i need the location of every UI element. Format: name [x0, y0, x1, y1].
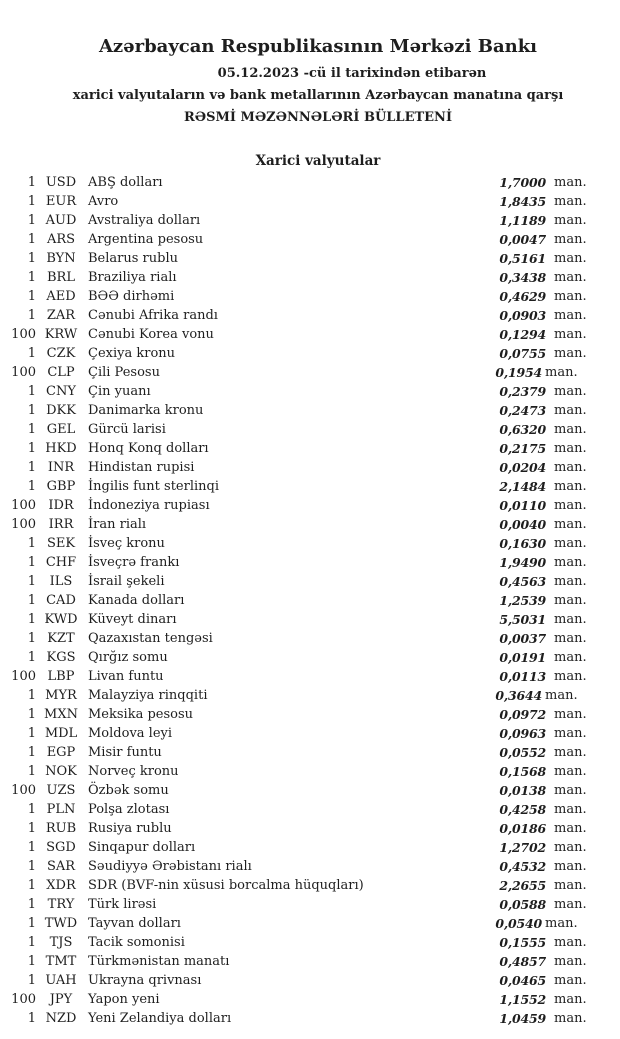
rate-value: 0,3438 [499, 270, 546, 285]
rate-value: 0,0903 [499, 308, 546, 323]
currency-code: TMT [45, 954, 77, 969]
currency-code: LBP [47, 669, 75, 684]
currency-code: AED [46, 289, 76, 304]
rate-value: 0,1954 [495, 365, 542, 380]
unit-label: man. [554, 441, 587, 456]
currency-code: IDR [48, 498, 74, 513]
rate-value: 0,0113 [499, 669, 546, 684]
quantity: 1 [27, 954, 36, 969]
rate-value: 0,1555 [499, 935, 546, 950]
currency-code: BYN [46, 251, 76, 266]
quantity: 1 [27, 631, 36, 646]
currency-code: TRY [47, 897, 75, 912]
rate-value: 0,0186 [499, 821, 546, 836]
quantity: 1 [27, 441, 36, 456]
table-row [0, 420, 592, 439]
rate-value: 0,0540 [495, 916, 542, 931]
currency-code: EGP [46, 745, 76, 760]
currency-code: KRW [44, 327, 78, 342]
unit-label: man. [554, 650, 587, 665]
currency-name: Tayvan dolları [88, 916, 181, 931]
table-row [0, 572, 592, 591]
rate-value: 2,2655 [499, 878, 546, 893]
currency-name: Avro [88, 194, 119, 209]
table-row [0, 1009, 592, 1028]
table-row [0, 990, 592, 1009]
currency-name: Türk lirəsi [88, 897, 157, 912]
rate-value: 0,0204 [499, 460, 546, 475]
quantity: 1 [27, 346, 36, 361]
unit-label: man. [554, 403, 587, 418]
unit-label: man. [554, 251, 587, 266]
rate-value: 0,0047 [499, 232, 546, 247]
currency-code: INR [47, 460, 75, 475]
unit-label: man. [554, 498, 587, 513]
currency-code: CHF [45, 555, 77, 570]
unit-label: man. [545, 688, 578, 703]
rate-value: 1,1189 [499, 213, 546, 228]
unit-label: man. [554, 574, 587, 589]
rate-value: 0,4563 [499, 574, 546, 589]
unit-label: man. [554, 612, 587, 627]
quantity: 100 [11, 365, 36, 380]
currency-name: Gürcü larisi [88, 422, 166, 437]
unit-label: man. [554, 764, 587, 779]
table-row [0, 724, 592, 743]
rate-value: 0,0755 [499, 346, 546, 361]
effective-date-line: 05.12.2023 -cü il tarixindən etibarən [217, 66, 487, 81]
unit-label: man. [554, 707, 587, 722]
quantity: 1 [27, 650, 36, 665]
unit-label: man. [554, 821, 587, 836]
table-row [0, 914, 592, 933]
quantity: 100 [11, 517, 36, 532]
rate-value: 5,5031 [499, 612, 546, 627]
quantity: 1 [27, 555, 36, 570]
quantity: 1 [27, 612, 36, 627]
quantity: 100 [11, 992, 36, 1007]
table-row [0, 971, 592, 990]
quantity: 1 [27, 916, 36, 931]
table-row [0, 705, 592, 724]
quantity: 1 [27, 897, 36, 912]
table-row [0, 933, 592, 952]
currency-code: ZAR [46, 308, 76, 323]
quantity: 1 [27, 270, 36, 285]
currency-name: Belarus rublu [88, 251, 178, 266]
table-row [0, 344, 592, 363]
bank-name-title: Azərbaycan Respublikasının Mərkəzi Bankı [98, 36, 538, 57]
table-row [0, 306, 592, 325]
currency-name: Türkmənistan manatı [88, 954, 230, 969]
table-row [0, 838, 592, 857]
quantity: 100 [11, 498, 36, 513]
currency-code: SEK [46, 536, 76, 551]
rate-value: 1,7000 [499, 175, 546, 190]
quantity: 1 [27, 232, 36, 247]
currency-name: Səudiyyə Ərəbistanı rialı [88, 859, 252, 874]
section-title: Xarici valyutalar [255, 153, 381, 169]
unit-label: man. [554, 878, 587, 893]
currency-name: Malayziya rinqqiti [88, 688, 208, 703]
currency-name: Küveyt dinarı [88, 612, 177, 627]
currency-name: Norveç kronu [88, 764, 179, 779]
currency-code: GEL [46, 422, 76, 437]
currency-code: CZK [46, 346, 76, 361]
rate-value: 1,2539 [499, 593, 546, 608]
quantity: 1 [27, 802, 36, 817]
currency-name: Honq Konq dolları [88, 441, 209, 456]
currency-name: Braziliya rialı [88, 270, 177, 285]
unit-label: man. [554, 954, 587, 969]
table-row [0, 591, 592, 610]
currency-code: TWD [44, 916, 78, 931]
currency-name: Hindistan rupisi [88, 460, 195, 475]
unit-label: man. [554, 840, 587, 855]
quantity: 1 [27, 460, 36, 475]
currency-name: İran rialı [88, 517, 147, 532]
table-row [0, 211, 592, 230]
currency-name: Cənubi Afrika randı [88, 308, 218, 323]
currency-name: İndoneziya rupiası [88, 498, 210, 513]
rate-value: 0,6320 [499, 422, 546, 437]
currency-name: Yapon yeni [88, 992, 160, 1007]
currency-name: Sinqapur dolları [88, 840, 196, 855]
table-row [0, 230, 592, 249]
currency-code: KGS [46, 650, 76, 665]
currency-name: Özbək somu [88, 783, 169, 798]
table-row [0, 363, 592, 382]
table-row [0, 857, 592, 876]
unit-label: man. [554, 308, 587, 323]
rate-value: 0,0465 [499, 973, 546, 988]
unit-label: man. [554, 593, 587, 608]
currency-code: USD [45, 175, 77, 190]
currency-code: NZD [45, 1011, 77, 1026]
currency-name: Cənubi Korea vonu [88, 327, 214, 342]
currency-code: PLN [46, 802, 76, 817]
currency-name: Polşa zlotası [88, 802, 170, 817]
rate-value: 1,8435 [499, 194, 546, 209]
rate-value: 0,4258 [499, 802, 546, 817]
unit-label: man. [554, 631, 587, 646]
rate-value: 1,0459 [499, 1011, 546, 1026]
unit-label: man. [554, 422, 587, 437]
quantity: 1 [27, 479, 36, 494]
table-row [0, 173, 592, 192]
quantity: 1 [27, 289, 36, 304]
quantity: 1 [27, 840, 36, 855]
rate-value: 0,0972 [499, 707, 546, 722]
table-row [0, 249, 592, 268]
currency-name: Yeni Zelandiya dolları [88, 1011, 232, 1026]
currency-name: Misir funtu [88, 745, 162, 760]
rate-value: 0,1568 [499, 764, 546, 779]
currency-code: HKD [45, 441, 77, 456]
currency-code: JPY [49, 992, 73, 1007]
quantity: 1 [27, 859, 36, 874]
currency-name: Moldova leyi [88, 726, 173, 741]
quantity: 1 [27, 935, 36, 950]
currency-code: UZS [46, 783, 76, 798]
table-row [0, 477, 592, 496]
table-row [0, 515, 592, 534]
table-row [0, 800, 592, 819]
table-row [0, 648, 592, 667]
quantity: 1 [27, 175, 36, 190]
quantity: 1 [27, 764, 36, 779]
table-row [0, 268, 592, 287]
rate-value: 0,1630 [499, 536, 546, 551]
rate-value: 0,4532 [499, 859, 546, 874]
rate-value: 0,0191 [499, 650, 546, 665]
currency-name: Qazaxıstan tengəsi [88, 631, 213, 646]
table-row [0, 610, 592, 629]
rate-value: 0,0040 [499, 517, 546, 532]
rate-value: 0,2175 [499, 441, 546, 456]
currency-code: MYR [45, 688, 77, 703]
currency-name: ABŞ dolları [88, 175, 163, 190]
currency-code: BRL [47, 270, 75, 285]
currency-code: ARS [46, 232, 76, 247]
currency-name: Çexiya kronu [88, 346, 176, 361]
rate-value: 0,0588 [499, 897, 546, 912]
currency-name: Ukrayna qrivnası [88, 973, 202, 988]
table-row [0, 876, 592, 895]
currency-code: CNY [46, 384, 76, 399]
unit-label: man. [554, 536, 587, 551]
currency-name: Çili Pesosu [88, 365, 160, 380]
quantity: 1 [27, 403, 36, 418]
currency-name: İsveçrə frankı [88, 555, 180, 570]
table-row [0, 192, 592, 211]
unit-label: man. [554, 479, 587, 494]
rate-value: 1,1552 [499, 992, 546, 1007]
table-row [0, 439, 592, 458]
currency-code: GBP [46, 479, 76, 494]
unit-label: man. [554, 935, 587, 950]
rate-value: 0,0037 [499, 631, 546, 646]
unit-label: man. [554, 270, 587, 285]
table-row [0, 458, 592, 477]
rate-value: 0,2473 [499, 403, 546, 418]
currency-code: SGD [46, 840, 76, 855]
currency-name: SDR (BVF-nin xüsusi borcalma hüquqları) [88, 878, 364, 893]
currency-name: İsrail şekeli [88, 574, 165, 589]
table-row [0, 743, 592, 762]
rate-value: 0,4629 [499, 289, 546, 304]
quantity: 1 [27, 194, 36, 209]
currency-code: CAD [46, 593, 76, 608]
unit-label: man. [554, 992, 587, 1007]
unit-label: man. [545, 365, 578, 380]
currency-name: BƏƏ dirhəmi [88, 289, 175, 304]
unit-label: man. [554, 1011, 587, 1026]
rate-value: 0,4857 [499, 954, 546, 969]
quantity: 1 [27, 593, 36, 608]
quantity: 1 [27, 422, 36, 437]
unit-label: man. [554, 859, 587, 874]
currency-code: RUB [45, 821, 77, 836]
currency-code: XDR [46, 878, 76, 893]
currency-name: Livan funtu [88, 669, 164, 684]
unit-label: man. [554, 669, 587, 684]
table-row [0, 686, 592, 705]
subtitle-line-1: xarici valyutaların və bank metallarının Azərbaycan manatına qarşı [72, 88, 564, 103]
quantity: 1 [27, 308, 36, 323]
unit-label: man. [554, 802, 587, 817]
rate-value: 0,5161 [499, 251, 546, 266]
rate-value: 0,0110 [499, 498, 546, 513]
rate-value: 0,3644 [495, 688, 542, 703]
unit-label: man. [554, 327, 587, 342]
table-row [0, 401, 592, 420]
currency-name: Danimarka kronu [88, 403, 204, 418]
table-row [0, 895, 592, 914]
rate-value: 1,2702 [499, 840, 546, 855]
currency-name: Avstraliya dolları [88, 213, 201, 228]
rate-value: 1,9490 [499, 555, 546, 570]
table-row [0, 667, 592, 686]
unit-label: man. [554, 973, 587, 988]
quantity: 1 [27, 745, 36, 760]
quantity: 1 [27, 878, 36, 893]
unit-label: man. [554, 232, 587, 247]
table-row [0, 781, 592, 800]
unit-label: man. [554, 346, 587, 361]
currency-code: MDL [44, 726, 78, 741]
table-row [0, 382, 592, 401]
currency-name: Kanada dolları [88, 593, 185, 608]
quantity: 100 [11, 327, 36, 342]
quantity: 1 [27, 384, 36, 399]
quantity: 100 [11, 669, 36, 684]
currency-name: Rusiya rublu [88, 821, 172, 836]
rate-value: 0,0552 [499, 745, 546, 760]
table-row [0, 819, 592, 838]
unit-label: man. [554, 175, 587, 190]
unit-label: man. [554, 783, 587, 798]
subtitle-line-2: RƏSMİ MƏZƏNNƏLƏRİ BÜLLETENİ [183, 110, 453, 125]
currency-code: TJS [49, 935, 73, 950]
table-row [0, 325, 592, 344]
currency-name: İsveç kronu [88, 536, 165, 551]
currency-code: CLP [47, 365, 75, 380]
table-row [0, 553, 592, 572]
unit-label: man. [554, 289, 587, 304]
unit-label: man. [554, 213, 587, 228]
currency-code: EUR [45, 194, 77, 209]
currency-code: KWD [44, 612, 78, 627]
quantity: 100 [11, 783, 36, 798]
quantity: 1 [27, 726, 36, 741]
table-row [0, 762, 592, 781]
currency-code: UAH [45, 973, 77, 988]
quantity: 1 [27, 536, 36, 551]
unit-label: man. [554, 517, 587, 532]
unit-label: man. [554, 745, 587, 760]
table-row [0, 287, 592, 306]
currency-name: Çin yuanı [88, 384, 151, 399]
table-row [0, 496, 592, 515]
quantity: 1 [27, 707, 36, 722]
currency-code: ILS [49, 574, 73, 589]
unit-label: man. [545, 916, 578, 931]
table-row [0, 534, 592, 553]
quantity: 1 [27, 821, 36, 836]
unit-label: man. [554, 384, 587, 399]
quantity: 1 [27, 1011, 36, 1026]
currency-code: MXN [44, 707, 78, 722]
unit-label: man. [554, 897, 587, 912]
table-row [0, 629, 592, 648]
currency-rate-table [0, 173, 620, 1028]
rate-value: 0,0963 [499, 726, 546, 741]
unit-label: man. [554, 726, 587, 741]
currency-code: SAR [46, 859, 76, 874]
quantity: 1 [27, 688, 36, 703]
unit-label: man. [554, 194, 587, 209]
currency-name: Meksika pesosu [88, 707, 194, 722]
currency-code: NOK [45, 764, 77, 779]
rate-value: 0,2379 [499, 384, 546, 399]
quantity: 1 [27, 574, 36, 589]
currency-name: Qırğız somu [88, 650, 168, 665]
rate-value: 2,1484 [499, 479, 546, 494]
unit-label: man. [554, 460, 587, 475]
quantity: 1 [27, 251, 36, 266]
currency-code: IRR [48, 517, 74, 532]
currency-code: KZT [47, 631, 75, 646]
currency-code: AUD [45, 213, 77, 228]
rate-value: 0,1294 [499, 327, 546, 342]
quantity: 1 [27, 973, 36, 988]
currency-code: DKK [46, 403, 76, 418]
currency-name: Tacik somonisi [88, 935, 185, 950]
quantity: 1 [27, 213, 36, 228]
table-row [0, 952, 592, 971]
unit-label: man. [554, 555, 587, 570]
rate-value: 0,0138 [499, 783, 546, 798]
currency-name: İngilis funt sterlinqi [88, 479, 219, 494]
bulletin-header [8, 0, 620, 126]
currency-name: Argentina pesosu [88, 232, 204, 247]
